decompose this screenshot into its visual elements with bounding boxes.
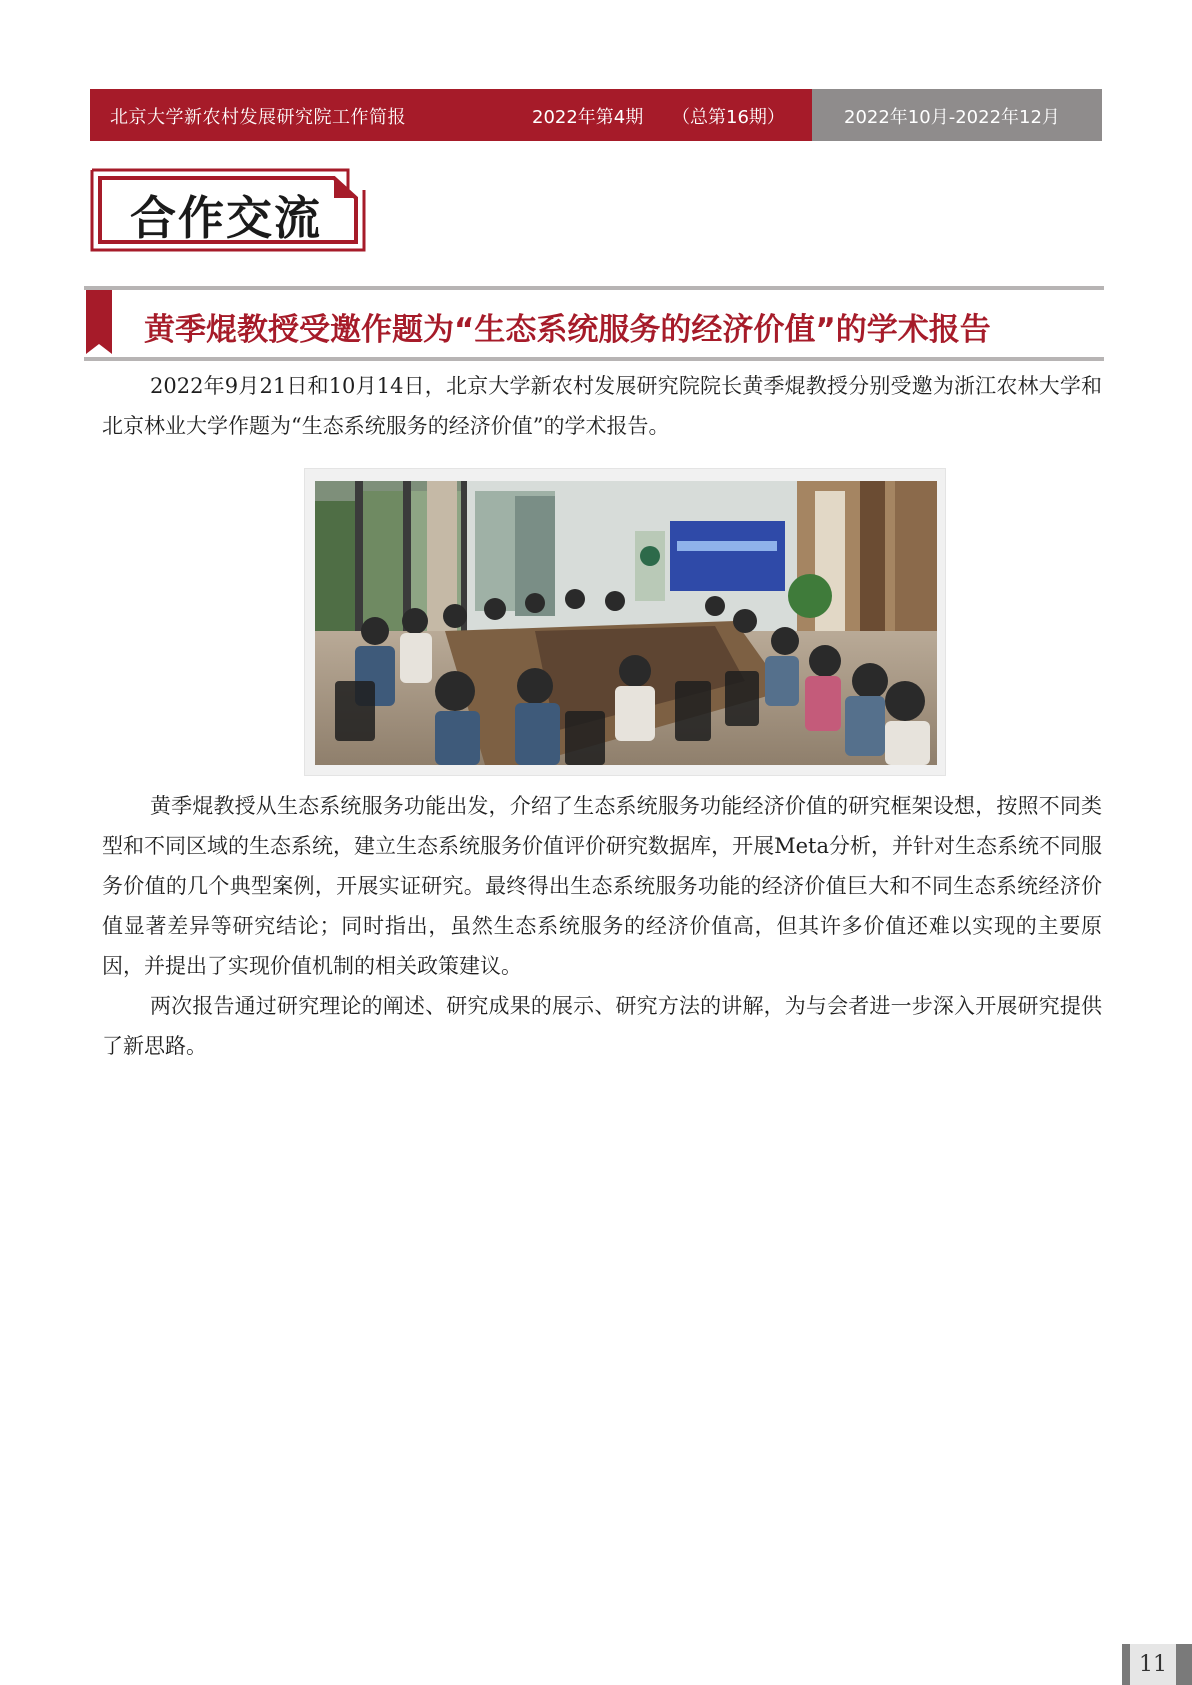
header-red-band	[90, 89, 812, 141]
article-title: 黄季焜教授受邀作题为“生态系统服务的经济价值”的学术报告	[144, 312, 991, 348]
article-heading	[84, 286, 1104, 362]
header-period: 2022年10月-2022年12月	[844, 107, 1060, 128]
bookmark-ribbon-icon	[84, 290, 114, 362]
article-paragraph-2: 黄季焜教授从生态系统服务功能出发，介绍了生态系统服务功能经济价值的研究框架设想，按照不同类型和不同区域的生态系统，建立生态系统服务价值评价研究数据库，开展Meta分析，并针对生态系统不同服务价值的几个典型案例，开展实证研究。最终得出生态系统服务功能的经济价值巨大和不同生态系统经济价值显著差异等研究结论；同时指出，虽然生态系统服务的经济价值高，但其许多价值还难以实现的主要原因，并提出了实现价值机制的相关政策建议。	[102, 794, 1102, 978]
header-gray-band	[812, 89, 1102, 141]
header-issue: 2022年第4期	[532, 107, 644, 128]
page-number-bar-right	[1176, 1644, 1192, 1685]
heading-rule-top	[84, 286, 1104, 290]
page-header	[90, 89, 1102, 141]
header-total-issue: （总第16期）	[672, 107, 785, 128]
article-paragraph-3: 两次报告通过研究理论的阐述、研究成果的展示、研究方法的讲解，为与会者进一步深入开展研究提供了新思路。	[102, 994, 1102, 1058]
page-number-box	[1122, 1644, 1192, 1685]
heading-rule-bottom	[84, 357, 1104, 361]
section-label	[90, 168, 366, 252]
meeting-room-image	[315, 481, 937, 765]
meeting-photo	[304, 468, 946, 776]
page-number: 11	[1130, 1644, 1176, 1685]
article-paragraph-1: 2022年9月21日和10月14日，北京大学新农村发展研究院院长黄季焜教授分别受邀为浙江农林大学和北京林业大学作题为“生态系统服务的经济价值”的学术报告。	[102, 374, 1102, 438]
section-title: 合作交流	[130, 191, 322, 245]
page-number-bar-left	[1122, 1644, 1130, 1685]
header-org-name: 北京大学新农村发展研究院工作简报	[110, 107, 406, 128]
